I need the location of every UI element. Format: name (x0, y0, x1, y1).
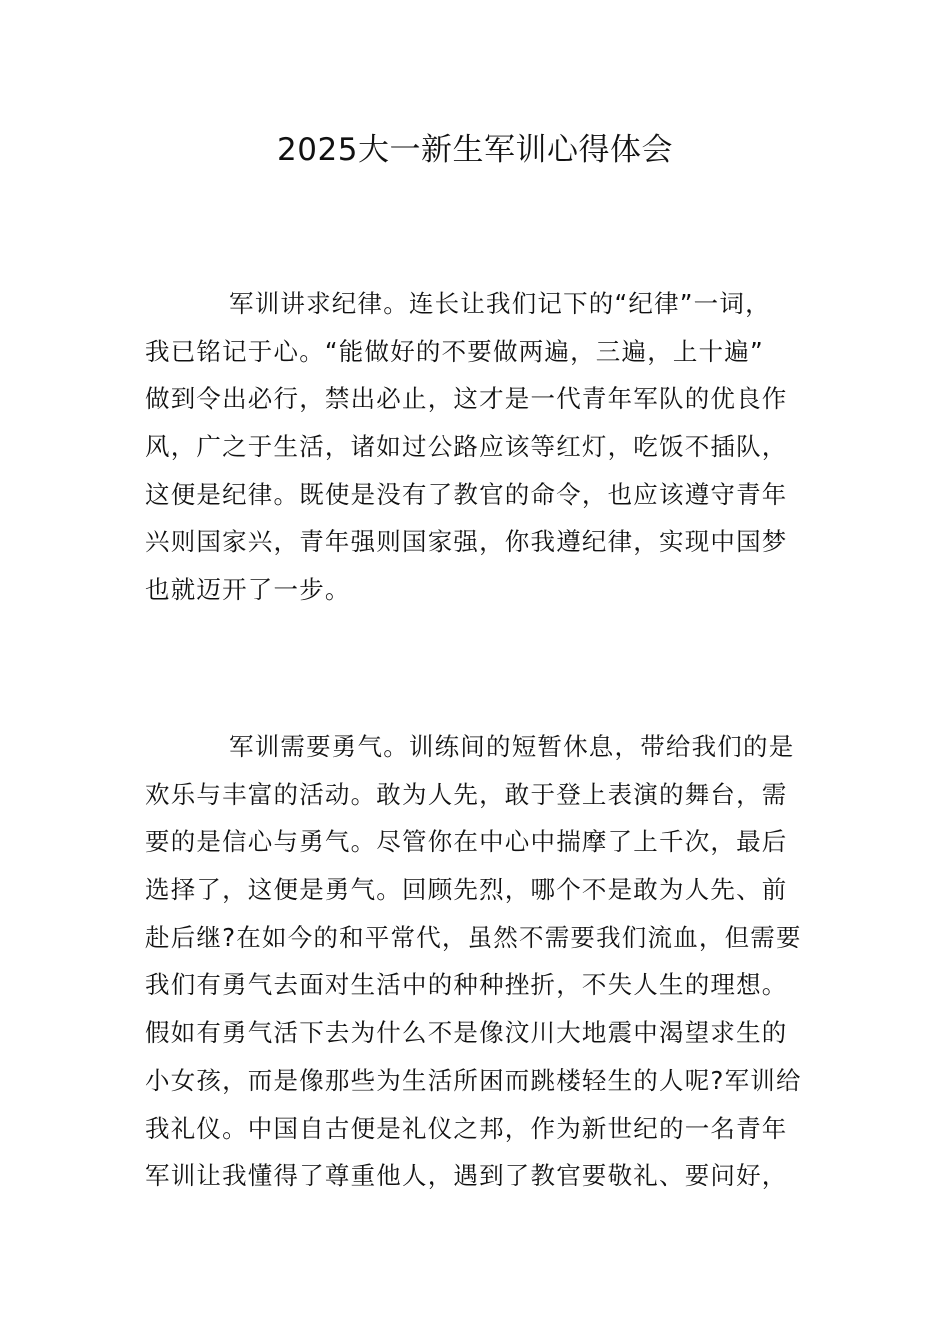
paragraph-courage (145, 723, 810, 1200)
paragraph-line: 我已铭记于心。“能做好的不要做两遍，三遍，上十遍” (145, 336, 764, 366)
paragraph-discipline (145, 280, 810, 614)
paragraph-line: 兴则国家兴，青年强则国家强，你我遵纪律，实现中国梦 (145, 527, 788, 557)
paragraph-line: 赴后继?在如今的和平常代，虽然不需要我们流血，但需要 (145, 922, 802, 952)
paragraph-line: 军训讲求纪律。连长让我们记下的“纪律”一词， (229, 289, 771, 318)
paragraph-line: 要的是信心与勇气。尽管你在中心中揣摩了上千次，最后 (145, 827, 788, 857)
paragraph-line: 也就迈开了一步。 (145, 575, 351, 605)
paragraph-line: 风，广之于生活，诸如过公路应该等红灯，吃饭不插队， (145, 432, 788, 462)
document-title: 2025大一新生军训心得体会 (277, 132, 673, 168)
paragraph-line: 我礼仪。中国自古便是礼仪之邦，作为新世纪的一名青年 (145, 1113, 788, 1143)
paragraph-line: 欢乐与丰富的活动。敢为人先，敢于登上表演的舞台，需 (145, 779, 788, 809)
paragraph-line: 这便是纪律。既使是没有了教官的命令，也应该遵守青年 (145, 479, 788, 509)
paragraph-line: 我们有勇气去面对生活中的种种挫折，不失人生的理想。 (145, 970, 788, 1000)
paragraph-line: 小女孩，而是像那些为生活所困而跳楼轻生的人呢?军训给 (145, 1065, 802, 1095)
paragraph-line: 假如有勇气活下去为什么不是像汶川大地震中渴望求生的 (145, 1018, 788, 1048)
paragraph-line: 做到令出必行，禁出必止，这才是一代青年军队的优良作 (145, 384, 788, 414)
paragraph-line: 军训让我懂得了尊重他人，遇到了教官要敬礼、要问好， (145, 1161, 788, 1191)
paragraph-line: 军训需要勇气。训练间的短暂休息，带给我们的是 (229, 732, 795, 761)
paragraph-line: 选择了，这便是勇气。回顾先烈，哪个不是敢为人先、前 (145, 875, 788, 905)
